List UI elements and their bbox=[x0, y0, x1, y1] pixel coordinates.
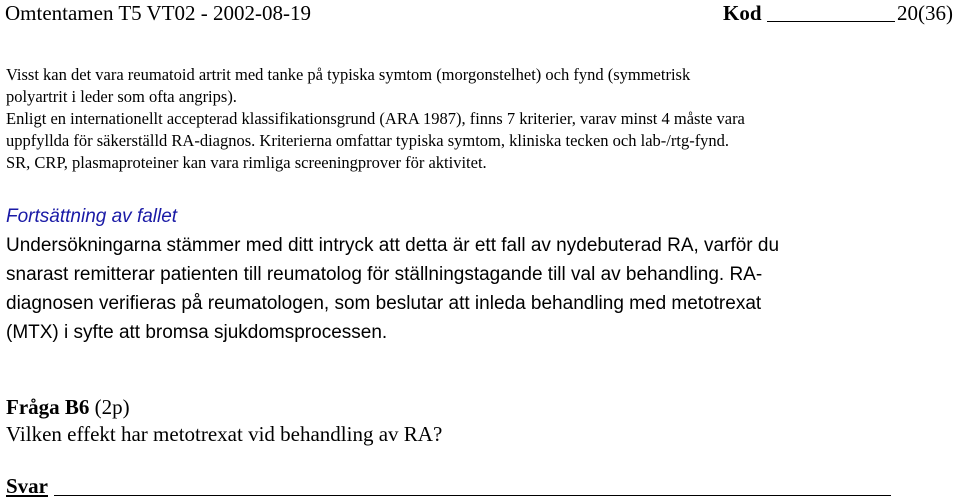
question-heading bbox=[6, 394, 954, 421]
case-continuation bbox=[6, 202, 954, 347]
continuation-line: snarast remitterar patienten till reumatolog för ställningstagande till val av behandling. RA- bbox=[6, 264, 763, 285]
intro-line: polyartrit i leder som ofta angrips). bbox=[6, 87, 237, 106]
continuation-line: diagnosen verifieras på reumatologen, som beslutar att inleda behandling med metotrexat bbox=[6, 293, 762, 314]
continuation-line: Undersökningarna stämmer med ditt intryck att detta är ett fall av nydebuterad RA, varför du bbox=[6, 235, 780, 256]
answer-block bbox=[6, 473, 48, 500]
question-block bbox=[6, 394, 954, 448]
intro-line: Visst kan det vara reumatoid artrit med tanke på typiska symtom (morgonstelhet) och fynd (symmetrisk bbox=[6, 65, 691, 84]
page-number: 20(36) bbox=[897, 1, 953, 25]
exam-title: Omtentamen T5 VT02 - 2002-08-19 bbox=[5, 1, 312, 25]
question-label: Fråga B6 bbox=[6, 395, 90, 419]
kod-entry-line bbox=[767, 21, 895, 22]
kod-label: Kod bbox=[723, 1, 762, 25]
page-header bbox=[5, 0, 955, 26]
intro-line: uppfyllda för säkerställd RA-diagnos. Kriterierna omfattar typiska symtom, kliniska tecken och lab-/rtg-fynd. bbox=[6, 131, 730, 150]
continuation-heading: Fortsättning av fallet bbox=[6, 206, 178, 227]
intro-line: Enligt en internationellt accepterad klassifikationsgrund (ARA 1987), finns 7 kriterier, varav minst 4 måste vara bbox=[6, 109, 745, 128]
continuation-line: (MTX) i syfte att bromsa sjukdomsprocessen. bbox=[6, 322, 388, 343]
question-text: Vilken effekt har metotrexat vid behandling av RA? bbox=[6, 422, 443, 446]
question-points: (2p) bbox=[89, 395, 130, 419]
intro-line: SR, CRP, plasmaproteiner kan vara rimliga screeningprover för aktivitet. bbox=[6, 153, 487, 172]
answer-label: Svar bbox=[6, 474, 48, 498]
answer-entry-line[interactable] bbox=[54, 495, 891, 496]
intro-text bbox=[6, 64, 954, 174]
